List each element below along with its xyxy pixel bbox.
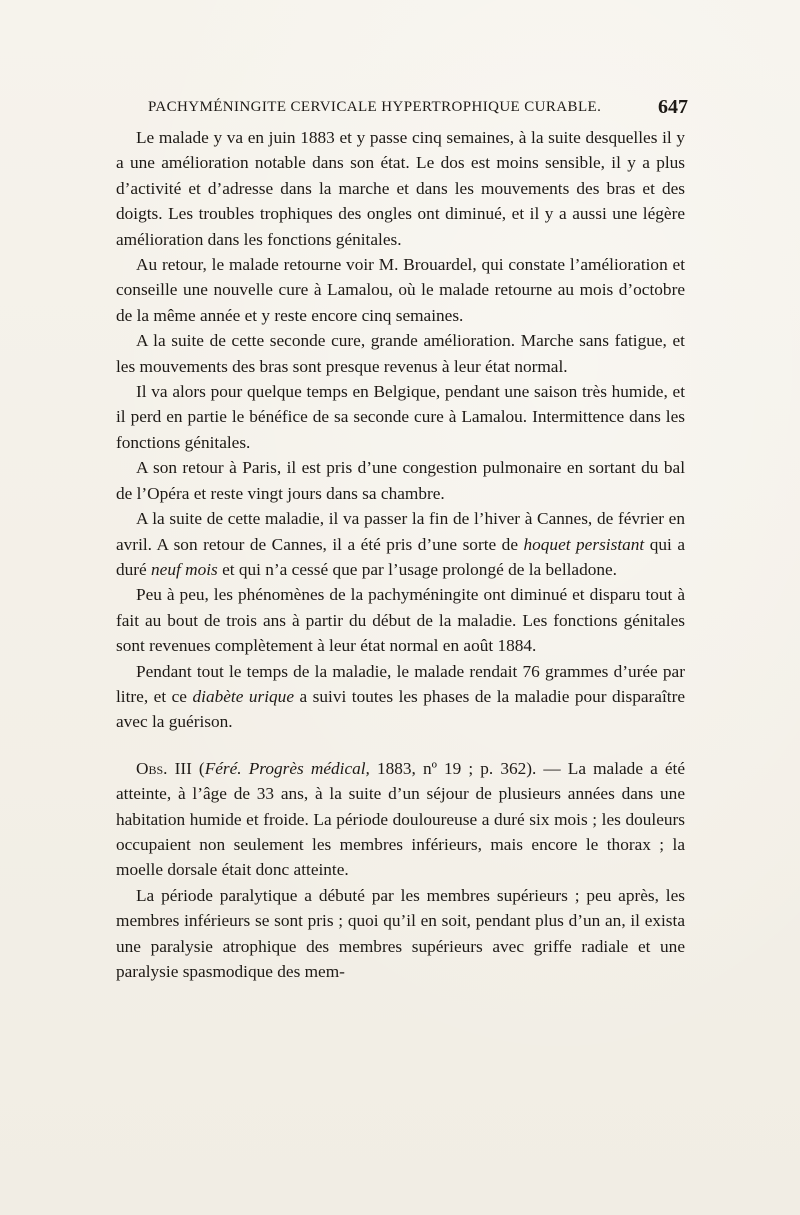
observation-cite-open: ( [191, 758, 205, 778]
paragraph-1: Le malade y va en juin 1883 et y passe cinq semaines, à la suite desquelles il y a une amélioration notable dans son état. Le dos est moins sensible, il y a plus d’activité et d’adresse dans la marche et dans les mouvements des bras et des doigts. Les troubles trophiques des ongles ont diminué, et il y a aussi une légère amélioration dans les fonctions génitales. [116, 128, 685, 249]
paragraph-3: A la suite de cette seconde cure, grande amélioration. Marche sans fatigue, et les mouvements des bras sont presque revenus à leur état normal. [116, 331, 685, 376]
paragraph-5: A son retour à Paris, il est pris d’une congestion pulmonaire en sortant du bal de l’Opéra et reste vingt jours dans sa chambre. [116, 458, 685, 503]
paragraph-6 [116, 506, 685, 582]
paragraph-2: Au retour, le malade retourne voir M. Brouardel, qui constate l’amélioration et conseille une nouvelle cure à Lamalou, où le malade retourne au mois d’octobre de la même année et y reste encore cinq semaines. [116, 255, 685, 325]
paragraph-6-text-a: A la suite de cette maladie, il va passer la fin de l’hiver à Cannes, de février en avril. A son retour de Cannes, il a été pris d’une sorte de [116, 509, 685, 554]
observation-label: Obs. III [136, 758, 192, 778]
page-number: 647 [658, 96, 688, 118]
observation-author: Féré. [204, 758, 242, 778]
paragraph-4: Il va alors pour quelque temps en Belgique, pendant une saison très humide, et il perd en partie le bénéfice de sa seconde cure à Lamalou. Intermittence dans les fonctions génitales. [116, 382, 685, 452]
observation-journal: Progrès médical, [241, 758, 370, 778]
paragraph-6-text-b: qui a duré [116, 534, 685, 579]
paragraph-8-italic-a: diabète urique [192, 686, 294, 706]
page-header [148, 94, 688, 120]
observation-paragraph [116, 756, 685, 883]
paragraph-8-text-a: Pendant tout le temps de la maladie, le malade rendait 76 grammes d’urée par litre, et ce [116, 661, 685, 706]
running-title: PACHYMÉNINGITE CERVICALE HYPERTROPHIQUE CURABLE. [148, 99, 602, 115]
paragraph-6-italic-b: neuf mois [151, 559, 218, 579]
observation-text: 1883, nº 19 ; p. 362). — La malade a été atteinte, à l’âge de 33 ans, à la suite d’un séjour de plusieurs années dans une habitation humide et froide. La période douloureuse a duré six mois ; les douleurs occupaient non seulement les membres inférieurs, mais encore le thorax ; la moelle dorsale était donc atteinte. [116, 758, 685, 880]
paragraph-6-text-c: et qui n’a cessé que par l’usage prolongé de la belladone. [217, 559, 617, 579]
paragraph-7: Peu à peu, les phénomènes de la pachyméningite ont diminué et disparu tout à fait au bout de trois ans à partir du début de la maladie. Les fonctions génitales sont revenues complètement à leur état normal en août 1884. [116, 585, 685, 656]
paragraph-8 [116, 659, 685, 735]
paragraph-8-text-b: a suivi toutes les phases de la maladie pour disparaître avec la guérison. [116, 686, 685, 732]
paragraph-6-italic-a: hoquet persistant [523, 534, 645, 554]
paragraph-10: La période paralytique a débuté par les membres supérieurs ; peu après, les membres inférieurs se sont pris ; quoi qu’il en soit, pendant plus d’un an, il exista une paralysie atrophique des membres supérieurs avec griffe radiale et une paralysie spasmodique des mem- [116, 885, 685, 981]
body-text [116, 125, 685, 984]
